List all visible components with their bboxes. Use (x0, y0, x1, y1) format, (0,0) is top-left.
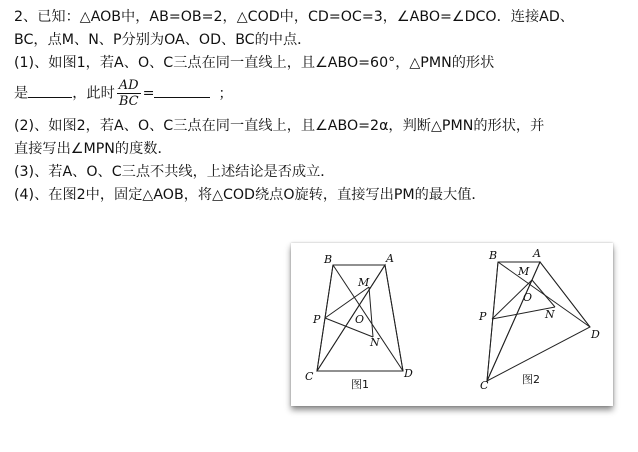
fig1-caption: 图1 (351, 378, 369, 391)
q1-mid-text: ，此时 (72, 85, 115, 102)
q1-shi-text: 是 (14, 85, 29, 102)
fig2-triangle-cod (487, 262, 590, 381)
question-1-line-2 (14, 78, 233, 109)
question-3: (3)、若A、O、C三点不共线，上述结论是否成立． (14, 164, 335, 180)
fig2-label-c: C (480, 379, 489, 392)
question-4: (4)、在图2中，固定△AOB，将△COD绕点O旋转，直接写出PM的最大值． (14, 187, 486, 203)
fig1-segment-ad (385, 265, 403, 371)
intro-line-2: BC，点M、N、P分别为OA、OD、BC的中点． (14, 32, 312, 48)
q1-equals: = (142, 85, 155, 102)
figure-2 (487, 262, 590, 381)
fig2-label-a: A (533, 247, 541, 260)
question-2-line-2: 直接写出∠MPN的度数． (14, 141, 172, 157)
fraction-numerator: AD (118, 78, 139, 93)
fig2-label-m: M (518, 265, 530, 278)
ratio-fraction (117, 78, 141, 109)
fig1-label-m: M (358, 276, 370, 289)
intro-line-1: 2、已知：△AOB中，AB=OB=2，△COD中，CD=OC=3，∠ABO=∠DCO．连接AD、 (14, 9, 574, 25)
fig1-label-a: A (386, 252, 394, 265)
q1-end: ； (218, 85, 233, 102)
fig1-segment-mn (369, 287, 373, 337)
fig1-label-p: P (313, 313, 321, 326)
fig2-label-o: O (523, 291, 533, 304)
answer-blank-ratio (154, 83, 210, 98)
figure-drawings (291, 243, 613, 406)
figure-panel (291, 243, 613, 406)
figure-2-labels (478, 247, 600, 392)
fig1-label-n: N (370, 336, 380, 349)
fig2-label-d: D (591, 328, 600, 341)
fig1-label-o: O (355, 313, 365, 326)
figure-1-labels (305, 252, 413, 383)
fig1-label-b: B (324, 253, 333, 266)
fig2-segment-bc (487, 262, 498, 381)
fig2-label-b: B (489, 249, 498, 262)
question-2-line-1: (2)、如图2，若A、O、C三点在同一直线上，且∠ABO=2α，判断△PMN的形状，并 (14, 118, 545, 134)
fig2-segment-mn (532, 280, 555, 307)
fig2-label-n: N (545, 308, 555, 321)
fig1-label-d: D (404, 367, 413, 380)
fig2-caption: 图2 (522, 373, 540, 386)
fig1-label-c: C (305, 370, 314, 383)
fig2-label-p: P (479, 310, 487, 323)
question-1-line-1: (1)、如图1，若A、O、C三点在同一直线上，且∠ABO=60°，△PMN的形状 (14, 55, 495, 71)
fraction-denominator: BC (118, 94, 139, 109)
answer-blank-shape (28, 83, 72, 98)
